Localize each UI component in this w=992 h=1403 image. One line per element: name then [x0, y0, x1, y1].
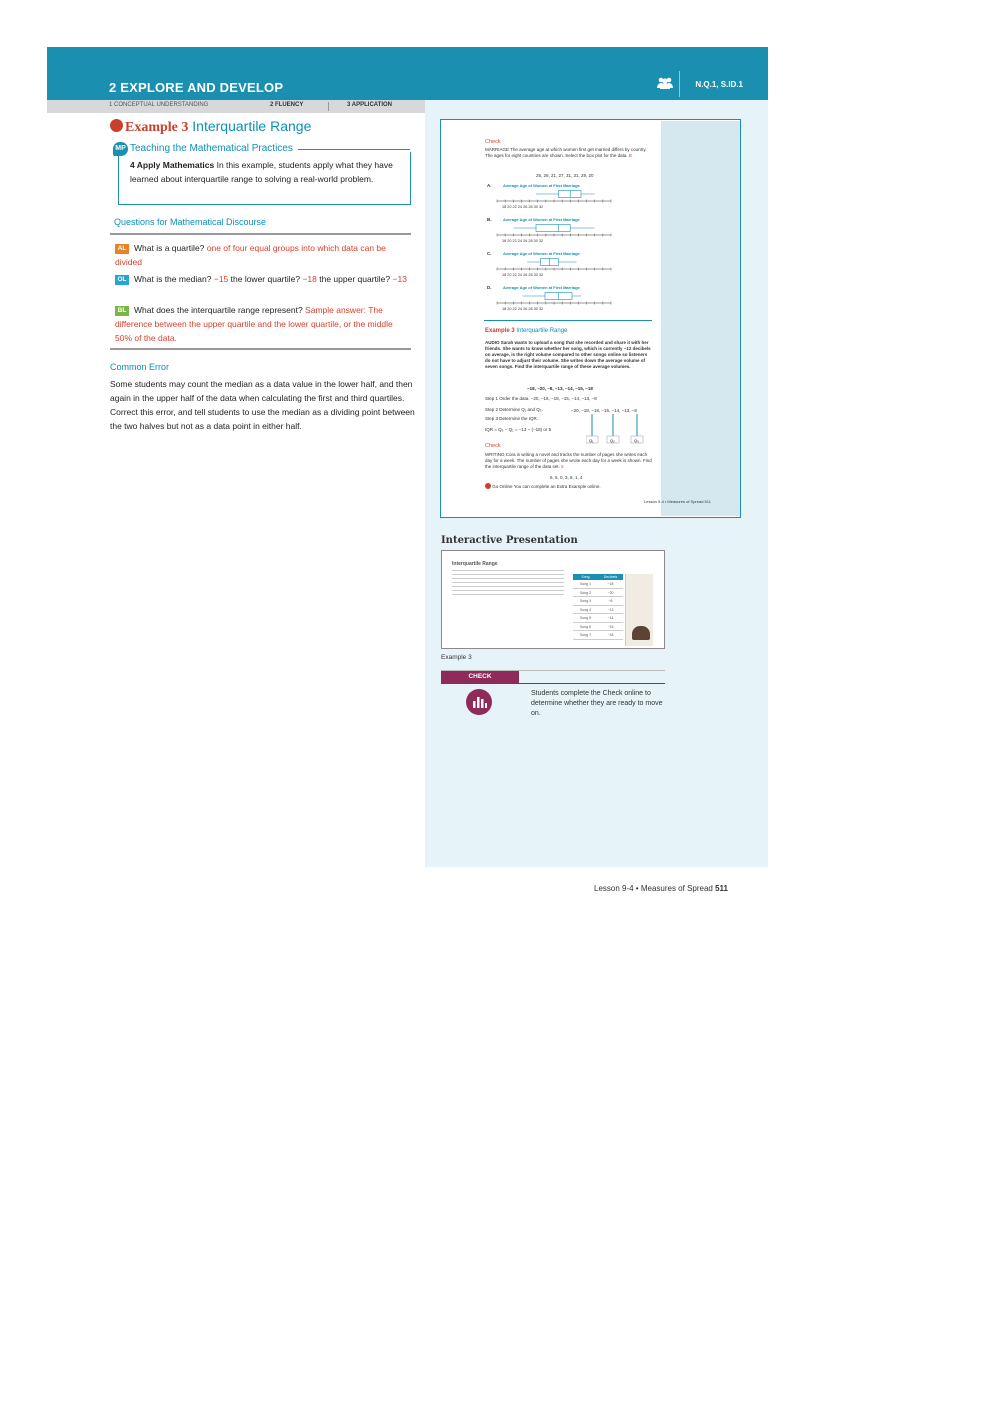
character-figure [632, 626, 650, 640]
standards-label: N.Q.1, S.ID.1 [695, 80, 743, 89]
box [536, 225, 570, 232]
bl-badge: BL [115, 306, 129, 316]
interactive-title: Interactive Presentation [441, 535, 578, 546]
header-cell: Decibels [603, 575, 618, 579]
table-cell: Song 2 [579, 590, 592, 595]
sp-check-prompt [485, 147, 655, 159]
box-plot-option[interactable] [485, 181, 655, 211]
slide-table-row [573, 614, 623, 623]
box-plot-option[interactable] [485, 249, 655, 279]
axis-tick-labels: 18 20 22 24 26 28 30 32 [502, 273, 544, 277]
footer-lesson: Lesson 9-4 • Measures of Spread [594, 884, 716, 893]
discourse-question-bl [115, 303, 410, 345]
example-title: Interquartile Range [192, 118, 312, 134]
table-cell: −15 [607, 624, 614, 629]
phase-conceptual: 1 CONCEPTUAL UNDERSTANDING [109, 102, 209, 108]
answer: −18 [302, 274, 317, 284]
prompt: MARRIAGE The average age at which women first get married differs by country. The ages for eight countries are shown. Select the box plot for the data. [485, 147, 647, 158]
q2-label: Q₂ [610, 438, 615, 443]
option-plot-title: Average Age of Women at First Marriage [503, 251, 580, 256]
slide-table [573, 574, 623, 640]
table-cell: −18 [607, 582, 614, 586]
option-letter: C. [487, 251, 492, 256]
mp-practice-name: 4 Apply Mathematics [130, 160, 215, 170]
answer: 5 [561, 464, 564, 469]
question-text: What does the interquartile range represent? [134, 305, 306, 315]
sp-step3: Step 3 Determine the IQR. [485, 416, 539, 421]
sp-audio-text: AUDIO Sarah wants to upload a song that she recorded and share it with her friends. She wants to know whether her song, which is currently −12 decibels on average, is the right volume compared to other songs online so listeners do not have to adjust their volume. She writes down the average volume of seven songs. Find the interquartile range of these average volumes. [485, 340, 651, 369]
sp-step2: Step 2 Determine Q₁ and Q₃. [485, 407, 543, 412]
slide-table-row [573, 589, 623, 598]
sp-check-label: Check [485, 139, 501, 145]
option-plot-title: Average Age of Women at First Marriage [503, 183, 580, 188]
page-footer [594, 884, 728, 893]
slide-table-row [573, 631, 623, 640]
sp-check2-prompt [485, 452, 653, 470]
table-cell: −20 [607, 590, 614, 595]
option-plot-title: Average Age of Women at First Marriage [503, 217, 580, 222]
option-letter: D. [487, 285, 492, 290]
table-cell: −8 [608, 599, 613, 603]
check-line [441, 683, 665, 684]
table-cell: Song 6 [579, 624, 592, 629]
option-letter: B. [487, 217, 492, 222]
common-error-text: Some students may count the median as a data value in the lower half, and then again in the upper half of the data when calculating the first and third quartiles. Correct this error, and tell students to use the median as a dividing point between the two halves but not as a data point in either half. [110, 379, 415, 431]
answer: −13 [392, 274, 407, 284]
slide-title: Interquartile Range [452, 561, 498, 567]
section-header [47, 47, 768, 100]
al-badge: AL [115, 244, 129, 254]
table-cell: Song 1 [579, 582, 592, 586]
header-cell: Song [581, 575, 590, 579]
box [559, 191, 582, 198]
go-online-icon [485, 483, 491, 489]
table-cell: Song 5 [579, 616, 592, 620]
answer: one of four equal groups into which data can be divided [115, 243, 386, 267]
slide-table-row [573, 597, 623, 606]
example-label: Example 3 [125, 120, 189, 135]
sp-rule [484, 320, 652, 321]
sp-example-heading [485, 328, 567, 334]
axis-tick-labels: 18 20 22 24 26 28 30 32 [502, 307, 544, 311]
quartile-lines [586, 414, 646, 444]
go-online-text: Go Online You can complete an Extra Example online. [492, 484, 601, 489]
footer-page-number: 511 [715, 884, 728, 893]
option-letter: A. [487, 183, 492, 188]
slide-table-body [573, 580, 623, 640]
header-divider [679, 71, 680, 97]
phase-fluency: 2 FLUENCY [270, 102, 304, 108]
box-plot-option[interactable] [485, 283, 655, 313]
common-error-title: Common Error [110, 362, 170, 372]
discourse-rule [110, 233, 411, 235]
box-plot-option[interactable] [485, 215, 655, 245]
discourse-bottom-rule [110, 348, 411, 350]
answer: B [628, 153, 632, 158]
sp-ordered: −20, −18, −18, −15, −14, −13, −8 [571, 408, 637, 413]
phase-divider [328, 102, 329, 111]
prompt: WRITING Cora is writing a novel and tracks the number of pages she writes each day for a week. The number of pages she wrote each day for a week is shown. Find the interquartile range of the data set. [485, 452, 652, 469]
sp-iqr: IQR = Q₃ − Q₁ = −13 − (−18) or 5 [485, 427, 552, 432]
slide-table-row [573, 580, 623, 589]
question-text: What is a quartile? [134, 243, 207, 253]
question-text: the upper quartile? [316, 274, 393, 284]
mp-description: In this example, students apply what they have learned about interquartile range to solving a real-world problem. [130, 160, 393, 184]
table-cell: Song 3 [579, 599, 592, 603]
ol-badge: OL [115, 275, 129, 285]
sp-step1: Step 1 Order the data. −20, −18, −18, −15, −14, −13, −8 [485, 396, 597, 401]
group-people-icon [656, 77, 674, 89]
label: Example 3 [485, 328, 515, 334]
slide-text-lines [452, 570, 564, 598]
sp-page-footer: Lesson 9-4 • Measures of Spread 511 [644, 499, 711, 504]
option-plot-title: Average Age of Women at First Marriage [503, 285, 580, 290]
table-cell: −18 [607, 633, 614, 637]
table-cell: Song 7 [579, 633, 592, 637]
slide-table-row [573, 606, 623, 615]
slide-illustration [625, 574, 653, 646]
section-title: 2 EXPLORE AND DEVELOP [109, 80, 284, 95]
slide-table-row [573, 623, 623, 632]
mp-rule [298, 149, 410, 150]
axis-tick-labels: 18 20 22 24 26 28 30 32 [502, 239, 544, 243]
q3-label: Q₃ [634, 438, 639, 443]
sp-volumes: −18, −20, −8, −13, −14, −15, −18 [527, 386, 593, 391]
bar-chart-icon [466, 689, 492, 715]
sp-data-values: 25, 26, 21, 27, 31, 31, 29, 20 [536, 173, 594, 178]
title: Interquartile Range [516, 328, 568, 334]
sp-check2-data: 6, 5, 0, 3, 8, 1, 4 [550, 475, 583, 480]
answer: −15 [213, 274, 229, 284]
table-cell: Song 4 [579, 607, 592, 612]
phase-bar [47, 100, 425, 113]
mp-text [130, 158, 402, 186]
globe-icon [110, 119, 123, 132]
discourse-title: Questions for Mathematical Discourse [114, 217, 267, 227]
check-description: Students complete the Check online to determine whether they are ready to move on. [531, 690, 663, 717]
check-tab: CHECK [441, 671, 519, 683]
discourse-question-ol [115, 272, 410, 286]
example-heading [110, 118, 311, 136]
student-page-margin [661, 121, 740, 516]
mp-badge-icon: MP [113, 142, 128, 156]
table-cell: −13 [607, 607, 614, 612]
discourse-question-al [115, 241, 410, 269]
table-cell: −14 [607, 616, 614, 620]
sp-go-online[interactable] [485, 483, 601, 490]
sp-check2-label: Check [485, 443, 501, 449]
phase-application: 3 APPLICATION [347, 102, 393, 108]
question-text: What is the median? [134, 274, 214, 284]
question-text: the lower quartile? [228, 274, 303, 284]
axis-tick-labels: 18 20 22 24 26 28 30 32 [502, 205, 544, 209]
q1-label: Q₁ [589, 438, 594, 443]
interactive-slide[interactable] [441, 550, 665, 649]
interactive-caption: Example 3 [441, 654, 472, 661]
answer: Sample answer: The difference between the upper quartile and the lower quartile, or the middle 50% of the data. [115, 305, 393, 343]
mp-title: Teaching the Mathematical Practices [130, 143, 293, 154]
